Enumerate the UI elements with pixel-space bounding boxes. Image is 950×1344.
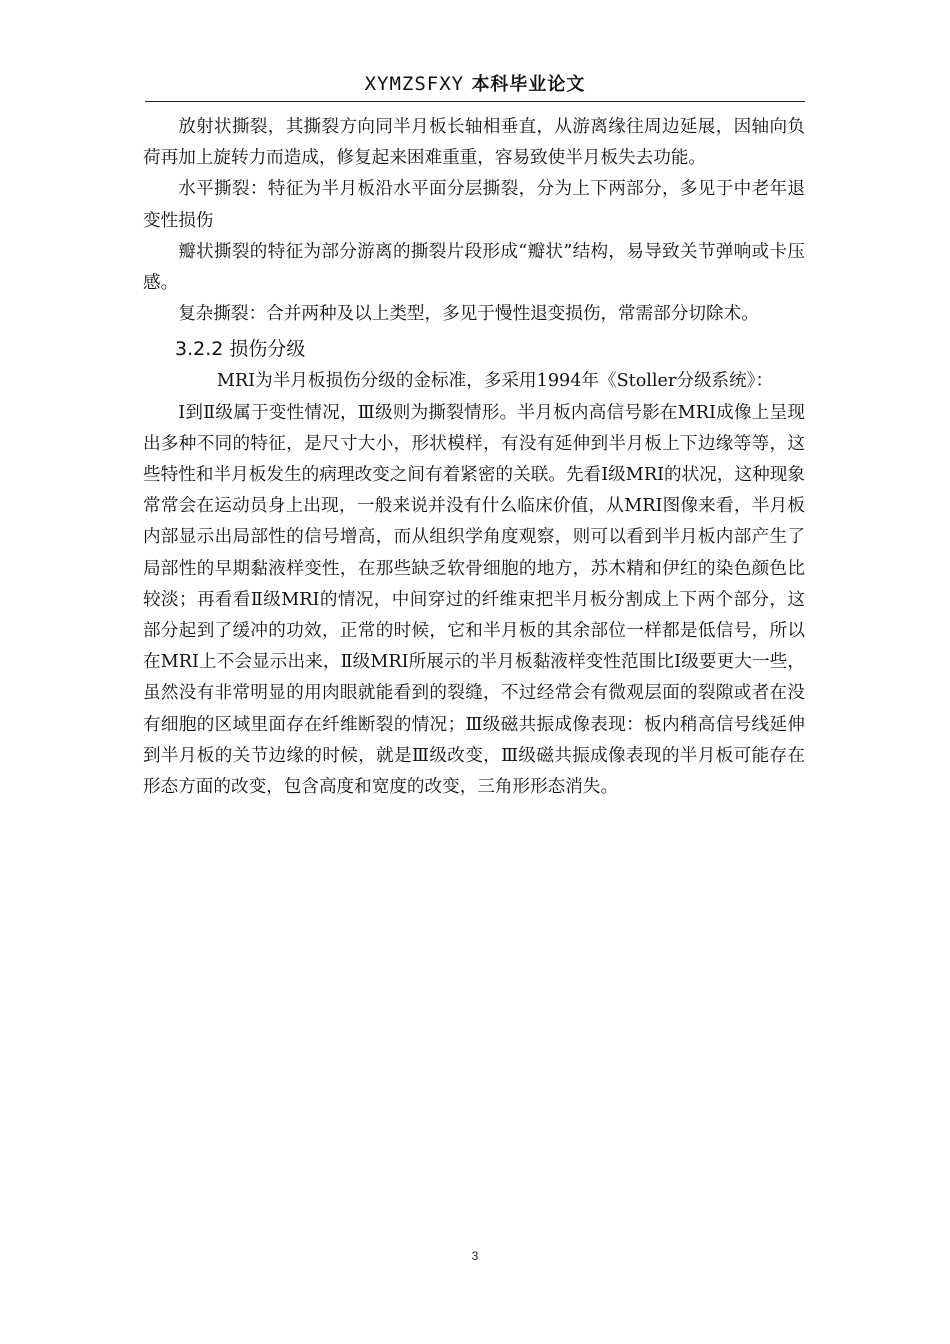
paragraph-flap-tear: 瓣状撕裂的特征为部分游离的撕裂片段形成“瓣状”结构，易导致关节弹响或卡压感。 (143, 241, 805, 294)
paragraph-grading-details: Ⅰ到Ⅱ级属于变性情况，Ⅲ级则为撕裂情形。半月板内高信号影在MRI成像上呈现出多种不同的特征，是尺寸大小，形状模样，有没有延伸到半月板上下边缘等等，这些特性和半月板发生的病理改变之间有着紧密的关联。先看Ⅰ级MRI的状况，这种现象常常会在运动员身上出现，一般来说并没有什么临床价值，从MRI图像来看，半月板内部显示出局部性的信号增高，而从组织学角度观察，则可以看到半月板内部产生了局部性的早期黏液样变性，在那些缺乏软骨细胞的地方，苏木精和伊红的染色颜色比较淡；再看看Ⅱ级MRI的情况，中间穿过的纤维束把半月板分割成上下两个部分，这部分起到了缓冲的功效，正常的时候，它和半月板的其余部位一样都是低信号，所以在MRI上不会显示出来，Ⅱ级MRI所展示的半月板黏液样变性范围比Ⅰ级要更大一些，虽然没有非常明显的用肉眼就能看到的裂缝，不过经常会有微观层面的裂隙或者在没有细胞的区域里面存在纤维断裂的情况；Ⅲ级磁共振成像表现：板内稍高信号线延伸到半月板的关节边缘的时候，就是Ⅲ级改变，Ⅲ级磁共振成像表现的半月板可能存在形态方面的改变，包含高度和宽度的改变，三角形形态消失。 (143, 402, 805, 798)
page-number: 3 (471, 1249, 479, 1263)
paragraph-stoller-intro: MRI为半月板损伤分级的金标准，多采用1994年《Stoller分级系统》： (216, 371, 774, 392)
paragraph-radial-tear: 放射状撕裂，其撕裂方向同半月板长轴相垂直，从游离缘往周边延展，因轴向负荷再加上旋转力而造成，修复起来困难重重，容易致使半月板失去功能。 (143, 117, 805, 169)
paragraph-complex-tear: 复杂撕裂：合并两种及以上类型，多见于慢性退变损伤，常需部分切除术。 (178, 304, 759, 325)
paragraph-horizontal-tear: 水平撕裂：特征为半月板沿水平面分层撕裂，分为上下两部分，多见于中老年退变性损伤 (143, 179, 805, 231)
header-divider (145, 101, 805, 102)
document-body (143, 112, 805, 803)
running-header (145, 70, 805, 102)
section-heading: 3.2.2 损伤分级 (175, 338, 306, 361)
header-latin-text: XYMZSFXY (364, 73, 465, 95)
header-chinese-text: 本科毕业论文 (471, 74, 586, 95)
